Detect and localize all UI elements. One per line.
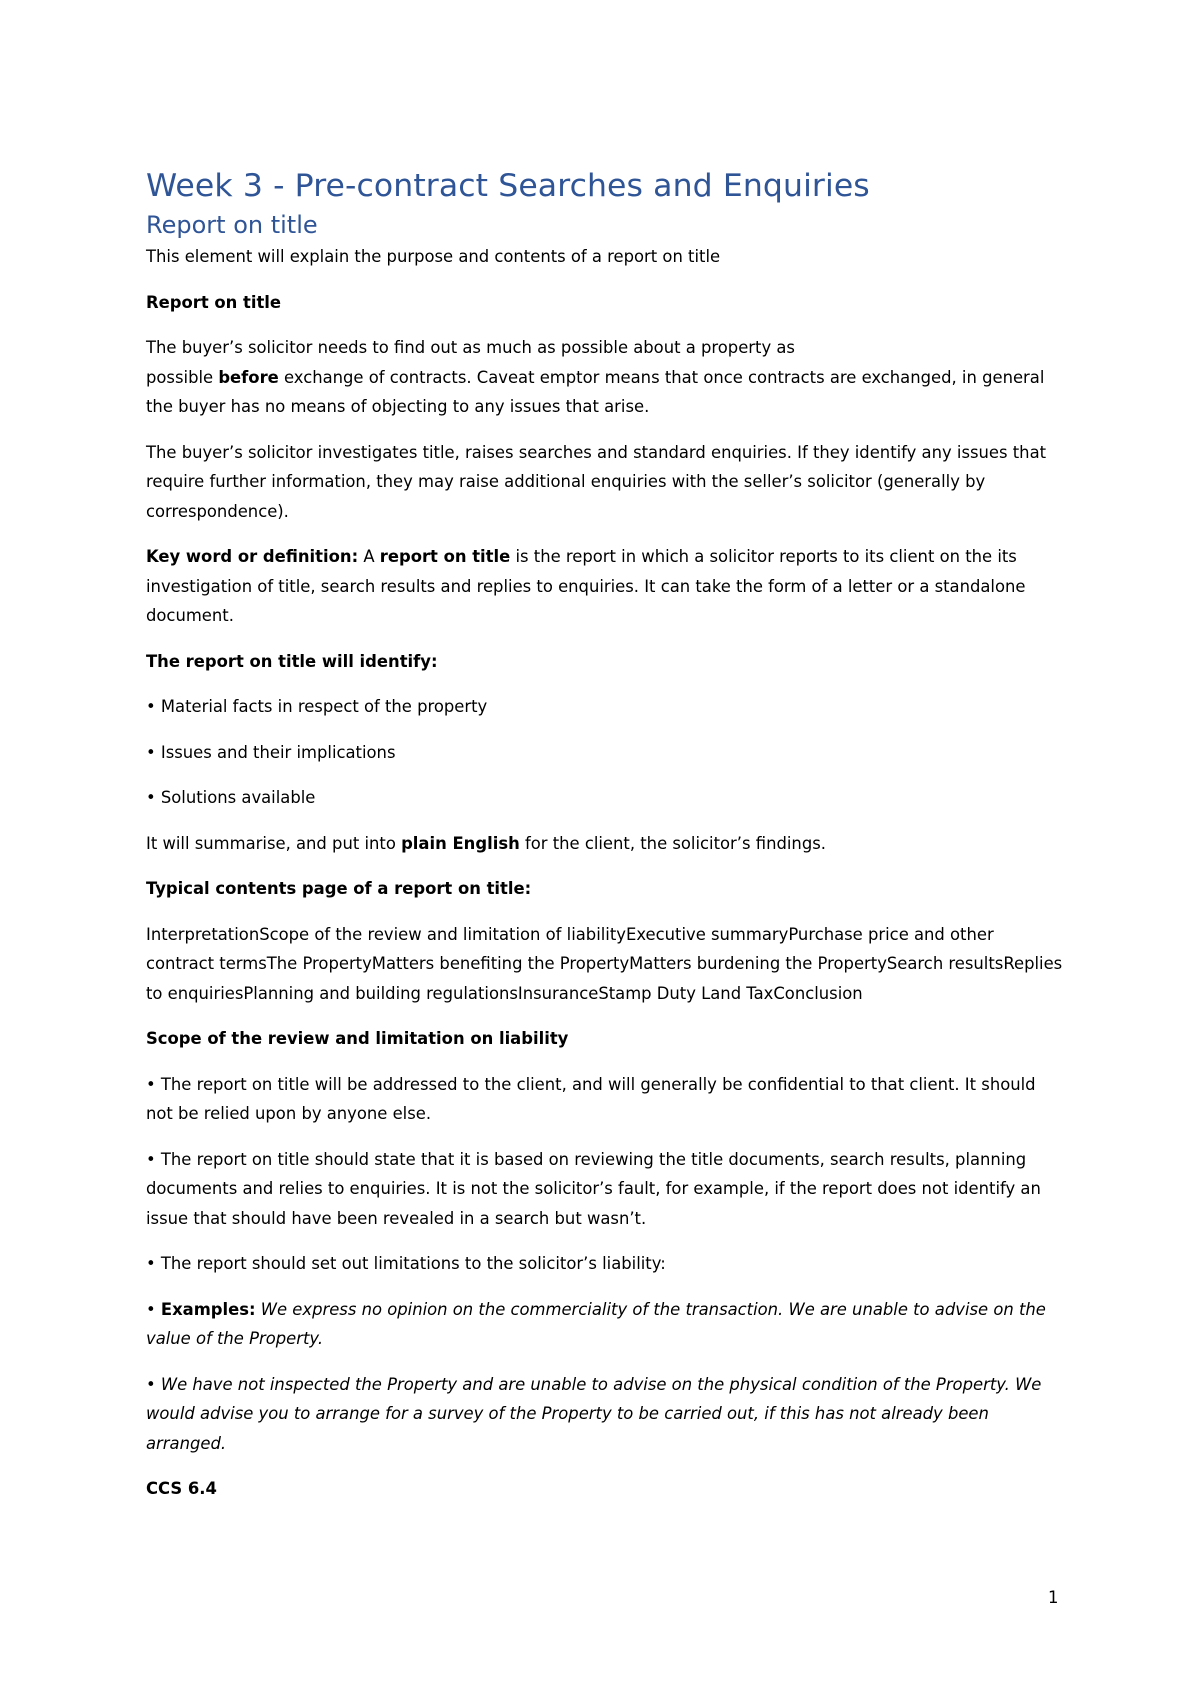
summary-paragraph: It will summarise, and put into plain English for the client, the solicitor’s findings. <box>146 833 826 853</box>
contents-heading: Typical contents page of a report on title: <box>146 879 532 898</box>
inspection-bullet: • We have not inspected the Property and are unable to advise on the physical condition of the Property. We would advise you to arrange for a survey of the Property to be carried out, if this has not already been arranged. <box>146 1374 1042 1453</box>
examples-label: Examples: <box>160 1299 256 1319</box>
page-number: 1 <box>1048 1588 1059 1607</box>
identify-heading: The report on title will identify: <box>146 651 438 671</box>
definition-term: report on title <box>379 547 511 566</box>
definition-label: Key word or definition: <box>146 547 359 566</box>
list-item: • Material facts in respect of the property <box>146 697 488 716</box>
paragraph-buyers-solicitor: The buyer’s solicitor needs to find out as much as possible about a property as possible before exchange of contracts. Caveat emptor means that once contracts are exchanged, in general the buyer has no means of objecting to any issues that arise. <box>146 338 1045 416</box>
ccs-reference: CCS 6.4 <box>146 1479 217 1498</box>
examples-bullet: • Examples: We express no opinion on the commerciality of the transaction. We are unable to advise on the value of the Property. <box>146 1299 1046 1348</box>
scope-bullet-limitations: • The report should set out limitations to the solicitor’s liability: <box>146 1254 666 1273</box>
section-heading-report-on-title: Report on title <box>146 292 282 312</box>
list-item: • Issues and their implications <box>146 742 396 762</box>
list-item: • Solutions available <box>146 788 316 807</box>
scope-bullet-confidential: • The report on title will be addressed to the client, and will generally be confidential to that client. It should not be relied upon by anyone else. <box>146 1074 1036 1123</box>
document-title: Week 3 - Pre-contract Searches and Enquiries <box>146 168 870 204</box>
definition-paragraph: Key word or definition: A report on title is the report in which a solicitor reports to its client on the its investigation of title, search results and replies to enquiries. It can take the form of a letter or a standalone document. <box>146 547 1026 625</box>
scope-heading: Scope of the review and limitation on liability <box>146 1029 569 1048</box>
intro-text: This element will explain the purpose and contents of a report on title <box>146 247 721 266</box>
document-body <box>146 166 1066 1504</box>
document-subtitle: Report on title <box>146 211 318 239</box>
paragraph-investigates-title: The buyer’s solicitor investigates title, raises searches and standard enquiries. If they identify any issues that require further information, they may raise additional enquiries with the seller’s solicitor (generally by correspondence). <box>146 442 1047 521</box>
scope-bullet-based-on: • The report on title should state that it is based on reviewing the title documents, search results, planning documents and relies to enquiries. It is not the solicitor’s fault, for example, if the report does not identify an issue that should have been revealed in a search but wasn’t. <box>146 1149 1041 1228</box>
contents-text: InterpretationScope of the review and limitation of liabilityExecutive summaryPurchase price and other contract termsThe PropertyMatters benefiting the PropertyMatters burdening the PropertySearch resultsReplies to enquiriesPlanning and building regulationsInsuranceStamp Duty Land TaxConclusion <box>146 924 1063 1003</box>
